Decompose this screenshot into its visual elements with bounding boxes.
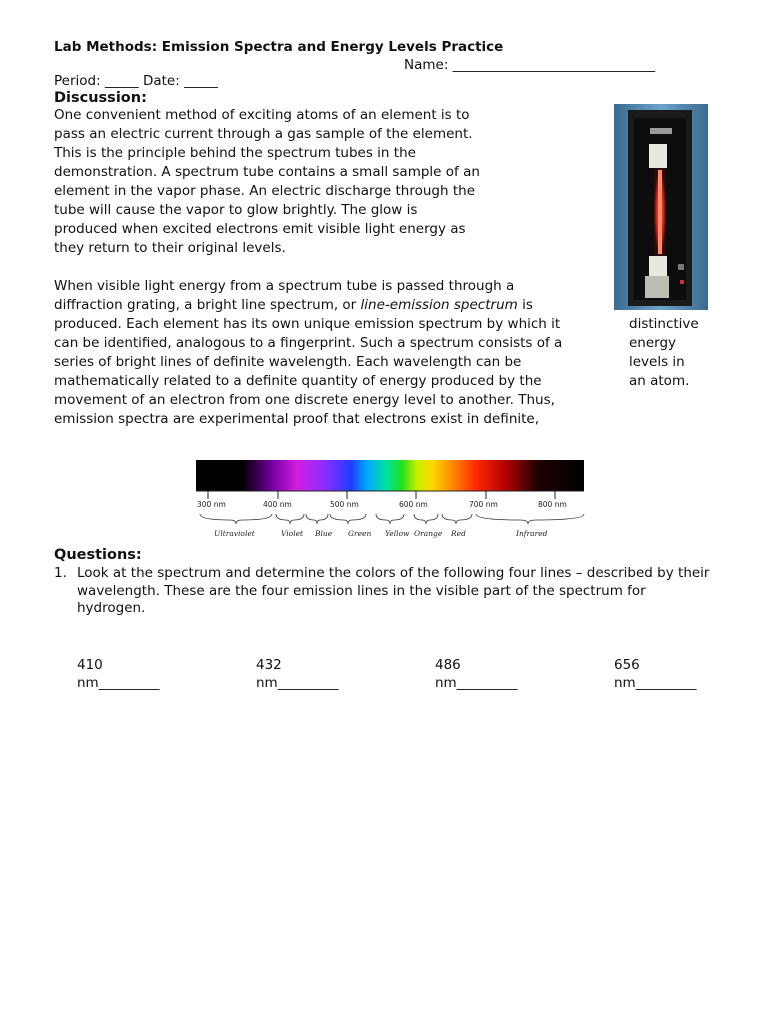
spectrum-ticks — [208, 491, 555, 499]
question-number: 1. — [54, 565, 67, 581]
name-field-line: Name: ______________________________ — [404, 57, 656, 73]
answer-value: 410 — [77, 657, 103, 673]
text-line: mathematically related to a definite quantity of energy produced by the — [54, 373, 542, 389]
page-title: Lab Methods: Emission Spectra and Energy Levels Practice — [54, 39, 504, 55]
text-line: element in the vapor phase. An electric discharge through the — [54, 183, 476, 199]
spectrum-tube-photo — [614, 104, 708, 310]
answer-value: 656 — [614, 657, 640, 673]
answer-blank[interactable]: nm_________ — [77, 675, 160, 691]
answer-656[interactable] — [614, 656, 696, 692]
band-label: Violet — [281, 529, 304, 538]
answer-value: 432 — [256, 657, 282, 673]
text-line: One convenient method of exciting atoms of an element is to — [54, 107, 470, 123]
discussion-heading: Discussion: — [54, 90, 147, 106]
band-label: Red — [451, 529, 466, 538]
text-line: When visible light energy from a spectrum tube is passed through a — [54, 278, 515, 294]
text-line: levels in — [629, 354, 685, 370]
answer-410[interactable] — [77, 656, 159, 692]
answer-blank[interactable]: nm_________ — [256, 675, 339, 691]
text-segment: diffraction grating, a bright line spectrum, or — [54, 297, 361, 313]
text-line: an atom. — [629, 373, 690, 389]
text-line: movement of an electron from one discrete energy level to another. Thus, — [54, 392, 555, 408]
text-line — [54, 296, 562, 315]
tick-label: 500 nm — [330, 500, 359, 509]
answer-486[interactable] — [435, 656, 517, 692]
text-line: they return to their original levels. — [54, 240, 286, 256]
text-line: This is the principle behind the spectrum tubes in the — [54, 145, 416, 161]
band-label: Orange — [414, 529, 443, 538]
text-line: pass an electric current through a gas sample of the element. — [54, 126, 473, 142]
tick-label: 600 nm — [399, 500, 428, 509]
answer-blank[interactable]: nm_________ — [614, 675, 697, 691]
text-line: can be identified, analogous to a fingerprint. Such a spectrum consists of a — [54, 335, 563, 351]
text-line: tube will cause the vapor to glow brightly. The glow is — [54, 202, 418, 218]
text-line: Look at the spectrum and determine the colors of the following four lines – described by their — [77, 565, 710, 581]
answer-value: 486 — [435, 657, 461, 673]
photo-side-text — [629, 315, 699, 391]
text-segment: is — [517, 297, 533, 313]
band-label: Yellow — [385, 529, 410, 538]
text-line: produced when excited electrons emit visible light energy as — [54, 221, 466, 237]
band-label: Ultraviolet — [214, 529, 255, 538]
emphasis-term: line-emission spectrum — [360, 297, 518, 313]
text-line: demonstration. A spectrum tube contains a small sample of an — [54, 164, 480, 180]
text-line: wavelength. These are the four emission lines in the visible part of the spectrum for — [77, 582, 646, 599]
band-label: Blue — [315, 529, 333, 538]
tick-label: 700 nm — [469, 500, 498, 509]
band-brackets — [200, 514, 584, 524]
text-line: series of bright lines of definite wavelength. Each wavelength can be — [54, 354, 522, 370]
text-line: energy — [629, 335, 677, 351]
text-line: distinctive — [629, 316, 699, 332]
discussion-paragraph-2 — [54, 277, 562, 429]
band-label: Infrared — [516, 529, 548, 538]
question-1-text — [77, 565, 757, 618]
tick-label: 400 nm — [263, 500, 292, 509]
questions-heading: Questions: — [54, 547, 142, 563]
discussion-paragraph-1 — [54, 106, 480, 258]
spectrum-diagram — [190, 456, 590, 546]
period-date-line: Period: _____ Date: _____ — [54, 73, 218, 89]
band-label: Green — [348, 529, 372, 538]
answer-432[interactable] — [256, 656, 338, 692]
answer-blank[interactable]: nm_________ — [435, 675, 518, 691]
spectrum-bar — [196, 460, 584, 491]
text-line: produced. Each element has its own unique emission spectrum by which it — [54, 316, 561, 332]
tick-label: 800 nm — [538, 500, 567, 509]
text-line: hydrogen. — [77, 600, 146, 616]
tick-label: 300 nm — [197, 500, 226, 509]
text-line: emission spectra are experimental proof that electrons exist in definite, — [54, 411, 540, 427]
